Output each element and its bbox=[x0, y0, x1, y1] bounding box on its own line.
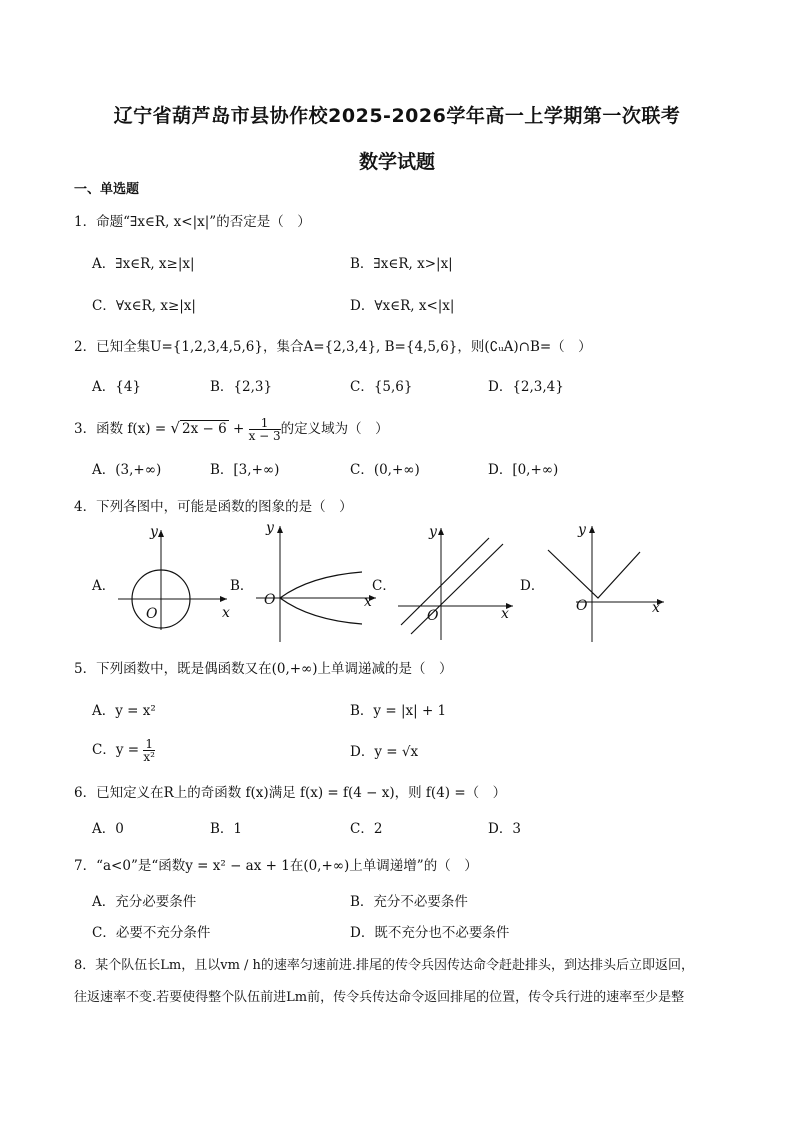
q5-fraction-numerator: 1 bbox=[145, 737, 153, 751]
q5-option-c-prefix: C．y = bbox=[92, 742, 144, 758]
exam-subtitle: 数学试题 bbox=[358, 151, 435, 173]
origin-label: O bbox=[576, 598, 588, 614]
q5-fraction-denominator: x² bbox=[143, 750, 155, 764]
axis-x-label: x bbox=[222, 605, 230, 621]
q1-option-d: D．∀x∈R, x<|x| bbox=[350, 298, 455, 314]
q7-option-a: A．充分必要条件 bbox=[92, 894, 197, 910]
q5-option-b: B．y = |x| + 1 bbox=[350, 703, 447, 719]
question-6-stem: 6．已知定义在R上的奇函数 f(x)满足 f(x) = f(4 − x)，则 f(4) =（ ） bbox=[74, 785, 507, 801]
question-2-stem: 2．已知全集U={1,2,3,4,5,6}，集合A={2,3,4}, B={4,5,6}，则(∁ᵤA)∩B=（ ） bbox=[74, 339, 592, 355]
q6-option-d: D．3 bbox=[488, 821, 521, 837]
q5-option-a: A．y = x² bbox=[92, 703, 156, 719]
q7-option-c: C．必要不充分条件 bbox=[92, 925, 211, 941]
q5-option-d: D．y = √x bbox=[350, 744, 419, 760]
q3-fraction-numerator: 1 bbox=[249, 417, 281, 430]
axis-y-label: y bbox=[578, 522, 586, 538]
axis-y-label: y bbox=[429, 524, 437, 540]
q3-stem-prefix: 3．函数 f(x) = bbox=[74, 421, 171, 437]
q4-graph-a-circle bbox=[110, 522, 240, 632]
q4-graph-d-v-shape bbox=[540, 520, 670, 645]
q1-option-c: C．∀x∈R, x≥|x| bbox=[92, 298, 196, 314]
q1-option-a: A．∃x∈R, x≥|x| bbox=[92, 256, 195, 272]
axis-x-label: x bbox=[364, 594, 372, 610]
q3-radicand: 2x − 6 bbox=[181, 421, 227, 437]
q6-option-b: B．1 bbox=[210, 821, 243, 837]
q3-fraction-denominator: x − 3 bbox=[248, 429, 281, 443]
q4-graph-b-parabola bbox=[250, 520, 380, 645]
q2-option-d: D．{2,3,4} bbox=[488, 379, 564, 395]
axis-x-label: x bbox=[501, 606, 509, 622]
q3-fraction bbox=[249, 417, 281, 442]
q4-option-d-label: D． bbox=[520, 578, 545, 594]
q3-plus: + bbox=[228, 421, 249, 437]
q1-option-b: B．∃x∈R, x>|x| bbox=[350, 256, 453, 272]
q3-stem-suffix: 的定义域为（ ） bbox=[280, 421, 389, 437]
q4-option-b-label: B． bbox=[230, 578, 254, 594]
q2-option-c: C．{5,6} bbox=[350, 379, 413, 395]
axis-y-label: y bbox=[266, 520, 274, 536]
q7-option-b: B．充分不必要条件 bbox=[350, 894, 468, 910]
question-8-line-1: 8．某个队伍长Lm，且以vm / h的速率匀速前进.排尾的传令兵因传达命令赶赴排头，到达排头后立即返回， bbox=[74, 958, 695, 973]
question-7-stem: 7．“a<0”是“函数y = x² − ax + 1在(0,+∞)上单调递增”的（ ） bbox=[74, 858, 478, 874]
question-4-stem: 4．下列各图中，可能是函数的图象的是（ ） bbox=[74, 499, 353, 515]
q5-option-c bbox=[92, 736, 155, 764]
origin-label: O bbox=[146, 606, 158, 622]
exam-title: 辽宁省葫芦岛市县协作校2025-2026学年高一上学期第一次联考 bbox=[113, 105, 681, 127]
q4-option-c-label: C． bbox=[372, 578, 396, 594]
q2-option-a: A．{4} bbox=[92, 379, 142, 395]
sqrt-symbol: √ bbox=[170, 419, 180, 437]
axis-y-label: y bbox=[150, 524, 158, 540]
q3-option-c: C．(0,+∞) bbox=[350, 462, 420, 478]
q2-option-b: B．{2,3} bbox=[210, 379, 273, 395]
q4-graph-c-parallel-lines bbox=[393, 522, 523, 642]
origin-label: O bbox=[264, 592, 276, 608]
q6-option-c: C．2 bbox=[350, 821, 383, 837]
question-5-stem: 5．下列函数中，既是偶函数又在(0,+∞)上单调递减的是（ ） bbox=[74, 661, 453, 677]
q3-option-d: D．[0,+∞) bbox=[488, 462, 559, 478]
q4-option-a-label: A． bbox=[92, 578, 116, 594]
q6-option-a: A．0 bbox=[92, 821, 124, 837]
question-8-line-2: 往返速率不变.若要使得整个队伍前进Lm前，传令兵传达命令返回排尾的位置，传令兵行进的速率至少是整 bbox=[74, 990, 685, 1005]
section-heading: 一、单选题 bbox=[74, 182, 140, 197]
q5-option-c-fraction bbox=[143, 738, 155, 763]
axis-x-label: x bbox=[652, 600, 660, 616]
question-1-stem: 1．命题“∃x∈R, x<|x|”的否定是（ ） bbox=[74, 214, 311, 230]
q7-option-d: D．既不充分也不必要条件 bbox=[350, 925, 510, 941]
origin-label: O bbox=[427, 608, 439, 624]
q3-option-b: B．[3,+∞) bbox=[210, 462, 280, 478]
q3-option-a: A．(3,+∞) bbox=[92, 462, 162, 478]
question-3-stem bbox=[74, 414, 389, 443]
